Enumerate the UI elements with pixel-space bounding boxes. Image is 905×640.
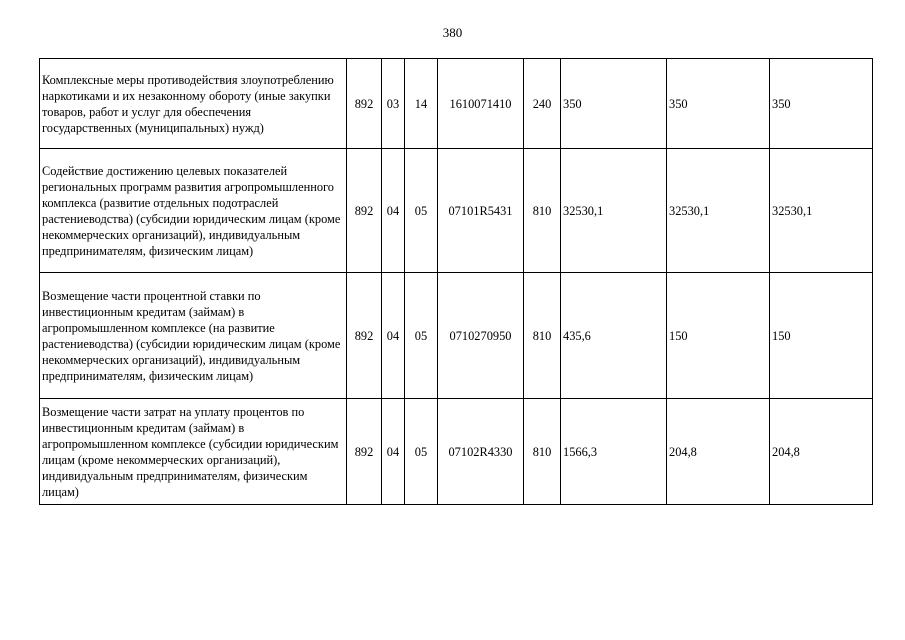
ministry-code: 892 xyxy=(347,149,382,273)
amount-year-2: 204,8 xyxy=(667,399,770,505)
table-row xyxy=(40,273,873,399)
expense-type-code: 810 xyxy=(524,149,561,273)
row-description: Возмещение части процентной ставки по инвестиционным кредитам (займам) в агропромышленном комплексе (на развитие растениеводства) (субсидии юридическим лицам (кроме некоммерческих организаций), индивидуальным предпринимателям, физическим лицам) xyxy=(40,273,347,399)
expense-type-code: 240 xyxy=(524,59,561,149)
amount-year-3: 150 xyxy=(770,273,873,399)
amount-year-1: 1566,3 xyxy=(561,399,667,505)
target-article-code: 07102R4330 xyxy=(438,399,524,505)
amount-year-3: 204,8 xyxy=(770,399,873,505)
section-code: 04 xyxy=(382,273,405,399)
target-article-code: 0710270950 xyxy=(438,273,524,399)
target-article-code: 1610071410 xyxy=(438,59,524,149)
amount-year-1: 435,6 xyxy=(561,273,667,399)
expense-type-code: 810 xyxy=(524,399,561,505)
ministry-code: 892 xyxy=(347,273,382,399)
amount-year-1: 350 xyxy=(561,59,667,149)
ministry-code: 892 xyxy=(347,59,382,149)
amount-year-2: 32530,1 xyxy=(667,149,770,273)
row-description: Содействие достижению целевых показателей региональных программ развития агропромышленного комплекса (развитие отдельных подотраслей растениеводства) (субсидии юридическим лицам (кроме некоммерческих организаций), индивидуальным предпринимателям, физическим лицам) xyxy=(40,149,347,273)
target-article-code: 07101R5431 xyxy=(438,149,524,273)
row-description: Комплексные меры противодействия злоупотреблению наркотиками и их незаконному обороту (иные закупки товаров, работ и услуг для обеспечения государственных (муниципальных) нужд) xyxy=(40,59,347,149)
row-description: Возмещение части затрат на уплату процентов по инвестиционным кредитам (займам) в агропромышленном комплексе (субсидии юридическим лицам (кроме некоммерческих организаций), индивидуальным предпринимателям, физическим лицам) xyxy=(40,399,347,505)
page-number: 380 xyxy=(442,25,463,40)
section-code: 03 xyxy=(382,59,405,149)
expense-type-code: 810 xyxy=(524,273,561,399)
amount-year-2: 150 xyxy=(667,273,770,399)
subsection-code: 05 xyxy=(405,399,438,505)
table-row xyxy=(40,149,873,273)
subsection-code: 05 xyxy=(405,273,438,399)
amount-year-3: 32530,1 xyxy=(770,149,873,273)
section-code: 04 xyxy=(382,399,405,505)
table-row xyxy=(40,59,873,149)
amount-year-3: 350 xyxy=(770,59,873,149)
budget-table xyxy=(39,58,873,505)
subsection-code: 14 xyxy=(405,59,438,149)
ministry-code: 892 xyxy=(347,399,382,505)
amount-year-2: 350 xyxy=(667,59,770,149)
table-row xyxy=(40,399,873,505)
amount-year-1: 32530,1 xyxy=(561,149,667,273)
section-code: 04 xyxy=(382,149,405,273)
subsection-code: 05 xyxy=(405,149,438,273)
